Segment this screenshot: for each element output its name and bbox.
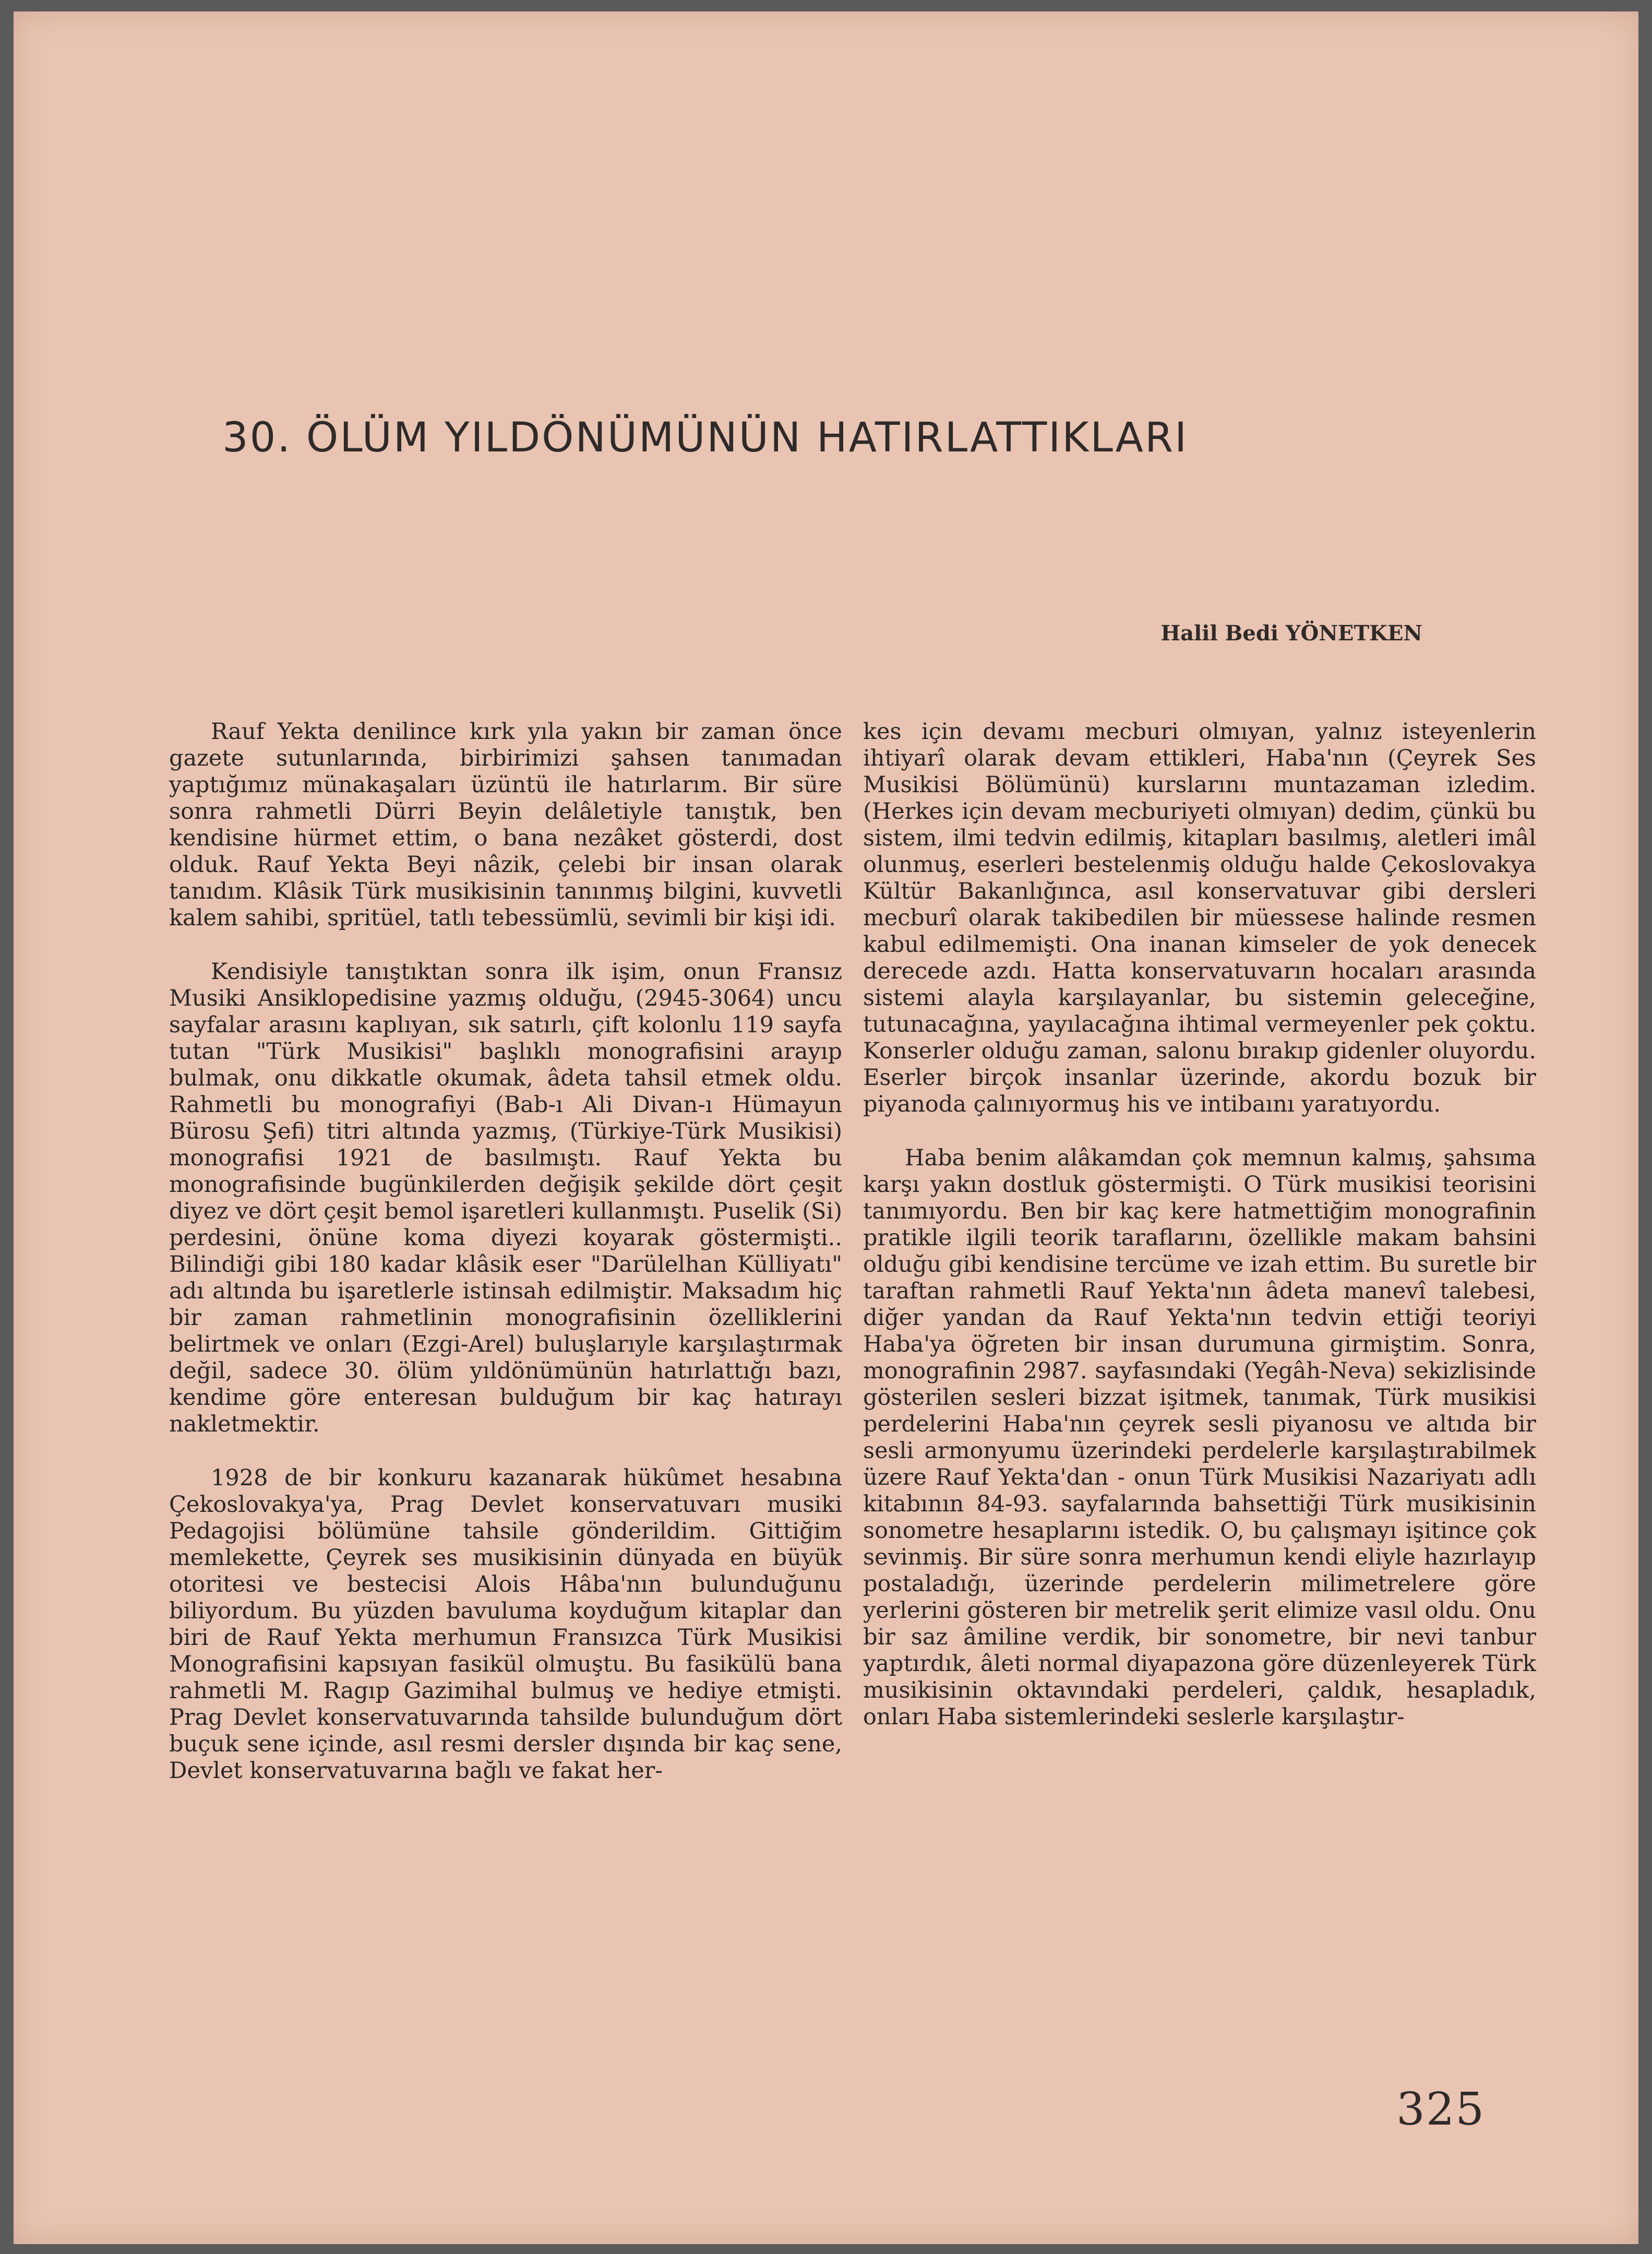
paragraph: Haba benim alâkamdan çok memnun kalmış, şahsıma karşı yakın dostluk göstermişti. O Türk musikisi teorisini tanımıyordu. Ben bir kaç kere hatmettiğim monografinin pratikle ilgili teorik taraflarını, özellikle makam bahsini olduğu gibi kendisine tercüme ve izah ettim. Bu suretle bir taraftan rahmetli Rauf Yekta'nın âdeta manevî talebesi, diğer yandan da Rauf Yekta'nın tedvin ettiği teoriyi Haba'ya öğreten bir insan durumuna girmiştim. Sonra, monografinin 2987. sayfasındaki (Yegâh-Neva) sekizlisinde gösterilen sesleri bizzat işitmek, tanımak, Türk musikisi perdelerini Haba'nın çeyrek sesli piyanosu ve altıda bir sesli armonyumu üzerindeki perdelerle karşılaştırabilmek üzere Rauf Yekta'dan - onun Türk Musikisi Nazariyatı adlı kitabının 84-93. sayfalarında bahsettiği Türk musikisinin sonometre hesaplarını istedik. O, bu çalışmayı işitince çok sevinmiş. Bir süre sonra merhumun kendi eliyle hazırlayıp postaladığı, üzerinde perdelerin milimetrelere göre yerlerini gösteren bir metrelik şerit elimize vasıl oldu. Onu bir saz âmiline verdik, bir sonometre, bir nevi tanbur yaptırdık, âleti normal diyapazona göre düzenleyerek Türk musikisinin oktavındaki perdeleri, çaldık, hesapladık, onları Haba sistemlerindeki seslerle karşılaştır- [863,1145,1536,1730]
left-column [169,719,842,1811]
paragraph: kes için devamı mecburi olmıyan, yalnız isteyenlerin ihtiyarî olarak devam ettikleri, Haba'nın (Çeyrek Ses Musikisi Bölümünü) kurslarını muntazaman izledim. (Herkes için devam mecburiyeti olmıyan) dedim, çünkü bu sistem, ilmi tedvin edilmiş, kitapları basılmış, aletleri imâl olunmuş, eserleri bestelenmiş olduğu halde Çekoslovakya Kültür Bakanlığınca, asıl konservatuvar gibi dersleri mecburî olarak takibedilen bir müessese halinde resmen kabul edilmemişti. Ona inanan kimseler de yok denecek derecede azdı. Hatta konservatuvarın hocaları arasında sistemi alayla karşılayanlar, bu sistemin geleceğine, tutunacağına, yayılacağına ihtimal vermeyenler pek çoktu. Konserler olduğu zaman, salonu bırakıp gidenler oluyordu. Eserler birçok insanlar üzerinde, akordu bozuk bir piyanoda çalınıyormuş his ve intibaını yaratıyordu. [863,719,1536,1117]
paragraph: Kendisiyle tanıştıktan sonra ilk işim, onun Fransız Musiki Ansiklopedisine yazmış olduğu, (2945-3064) uncu sayfalar arasını kaplıyan, sık satırlı, çift kolonlu 119 sayfa tutan "Türk Musikisi" başlıklı monografisini arayıp bulmak, onu dikkatle okumak, âdeta tahsil etmek oldu. Rahmetli bu monografiyi (Bab-ı Ali Divan-ı Hümayun Bürosu Şefi) titri altında yazmış, (Türkiye-Türk Musikisi) monografisi 1921 de basılmıştı. Rauf Yekta bu monografisinde bugünkilerden değişik şekilde dört çeşit diyez ve dört çeşit bemol işaretleri kullanmıştı. Puselik (Si) perdesini, önüne koma diyezi koyarak göstermişti.. Bilindiği gibi 180 kadar klâsik eser "Darülelhan Külliyatı" adı altında bu işaretlerle istinsah edilmiştir. Maksadım hiç bir zaman rahmetlinin monografisinin özelliklerini belirtmek ve onları (Ezgi-Arel) buluşlarıyle karşılaştırmak değil, sadece 30. ölüm yıldönümünün hatırlattığı bazı, kendime göre enteresan bulduğum bir kaç hatırayı nakletmektir. [169,959,842,1437]
paragraph: 1928 de bir konkuru kazanarak hükûmet hesabına Çekoslovakya'ya, Prag Devlet konservatuvarı musiki Pedagojisi bölümüne tahsile gönderildim. Gittiğim memlekette, Çeyrek ses musikisinin dünyada en büyük otoritesi ve bestecisi Alois Hâba'nın bulunduğunu biliyordum. Bu yüzden bavuluma koyduğum kitaplar dan biri de Rauf Yekta merhumun Fransızca Türk Musikisi Monografisini kapsıyan fasikül olmuştu. Bu fasikülü bana rahmetli M. Ragıp Gazimihal bulmuş ve hediye etmişti. Prag Devlet konservatuvarında tahsilde bulunduğum dört buçuk sene içinde, asıl resmi dersler dışında bir kaç sene, Devlet konservatuvarına bağlı ve fakat her- [169,1465,842,1784]
right-column [863,719,1536,1758]
article-title: 30. ÖLÜM YILDÖNÜMÜNÜN HATIRLATTIKLARI [222,414,1189,461]
document-page [14,11,1638,2244]
page-number: 325 [1396,2083,1486,2136]
article-author: Halil Bedi YÖNETKEN [1160,621,1422,646]
paragraph: Rauf Yekta denilince kırk yıla yakın bir zaman önce gazete sutunlarında, birbirimizi şahsen tanımadan yaptığımız münakaşaları üzüntü ile hatırlarım. Bir süre sonra rahmetli Dürri Beyin delâletiyle tanıştık, ben kendisine hürmet ettim, o bana nezâket gösterdi, dost olduk. Rauf Yekta Beyi nâzik, çelebi bir insan olarak tanıdım. Klâsik Türk musikisinin tanınmış bilgini, kuvvetli kalem sahibi, spritüel, tatlı tebessümlü, sevimli bir kişi idi. [169,719,842,931]
